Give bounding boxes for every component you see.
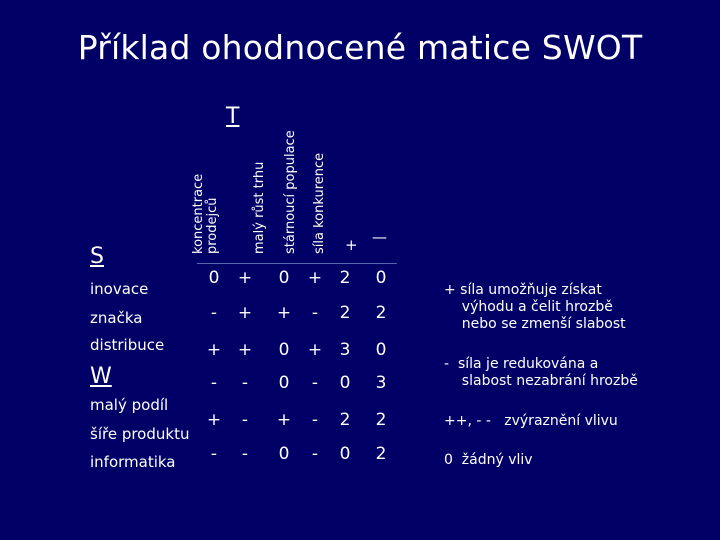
- matrix-cell: +: [237, 340, 253, 360]
- matrix-cell: 0: [339, 444, 351, 464]
- row-label-inovace: inovace: [90, 280, 149, 298]
- column-header-starnouci-populace: stárnoucí populace: [283, 130, 298, 254]
- legend-emphasis: ++, - - zvýraznění vlivu: [444, 413, 618, 429]
- matrix-cell: +: [307, 268, 323, 288]
- matrix-cell: 0: [278, 340, 290, 360]
- column-header-koncentrace: koncentrace prodejců: [191, 173, 220, 254]
- matrix-cell: 2: [375, 444, 387, 464]
- matrix-cell: +: [237, 303, 253, 323]
- legend-plus: + síla umožňuje získat výhodu a čelit hrozbě nebo se zmenší slabost: [444, 282, 626, 332]
- matrix-cell: +: [206, 340, 222, 360]
- matrix-cell: 0: [339, 373, 351, 393]
- matrix-cell: +: [276, 410, 292, 430]
- matrix-cell: -: [210, 373, 218, 393]
- matrix-cell: +: [276, 303, 292, 323]
- matrix-cell: +: [206, 410, 222, 430]
- matrix-cell: 2: [339, 303, 351, 323]
- matrix-cell: 2: [375, 303, 387, 323]
- matrix-cell: 0: [278, 373, 290, 393]
- matrix-cell: +: [307, 340, 323, 360]
- sum-plus-header: +: [345, 236, 358, 254]
- matrix-cell: 2: [375, 410, 387, 430]
- matrix-cell: 3: [375, 373, 387, 393]
- page-title: Příklad ohodnocené matice SWOT: [77, 28, 643, 67]
- threats-section-label: T: [226, 104, 240, 129]
- matrix-cell: 0: [375, 268, 387, 288]
- matrix-cell: 0: [375, 340, 387, 360]
- matrix-cell: 0: [278, 444, 290, 464]
- legend-minus: - síla je redukována a slabost nezabrání hrozbě: [444, 356, 638, 389]
- strengths-section-label: S: [90, 244, 104, 269]
- row-label-maly-podil: malý podíl: [90, 396, 169, 414]
- matrix-cell: 2: [339, 268, 351, 288]
- matrix-cell: 0: [208, 268, 220, 288]
- row-label-informatika: informatika: [90, 453, 176, 471]
- matrix-cell: -: [210, 303, 218, 323]
- matrix-cell: -: [241, 410, 249, 430]
- row-label-sire-produktu: šíře produktu: [90, 425, 190, 443]
- matrix-cell: -: [210, 444, 218, 464]
- matrix-top-line: [197, 263, 397, 264]
- matrix-cell: +: [237, 268, 253, 288]
- matrix-cell: 3: [339, 340, 351, 360]
- matrix-cell: -: [311, 303, 319, 323]
- column-header-sila-konkurence: síla konkurence: [312, 152, 327, 254]
- sum-minus-header: —: [372, 228, 387, 246]
- matrix-cell: -: [241, 373, 249, 393]
- matrix-cell: 0: [278, 268, 290, 288]
- matrix-cell: 2: [339, 410, 351, 430]
- matrix-cell: -: [311, 373, 319, 393]
- weaknesses-section-label: W: [90, 364, 112, 389]
- row-label-znacka: značka: [90, 309, 143, 327]
- legend-zero: 0 žádný vliv: [444, 452, 533, 468]
- column-header-maly-rust-trhu: malý růst trhu: [252, 161, 267, 254]
- matrix-cell: -: [311, 444, 319, 464]
- row-label-distribuce: distribuce: [90, 336, 165, 354]
- matrix-cell: -: [311, 410, 319, 430]
- matrix-cell: -: [241, 444, 249, 464]
